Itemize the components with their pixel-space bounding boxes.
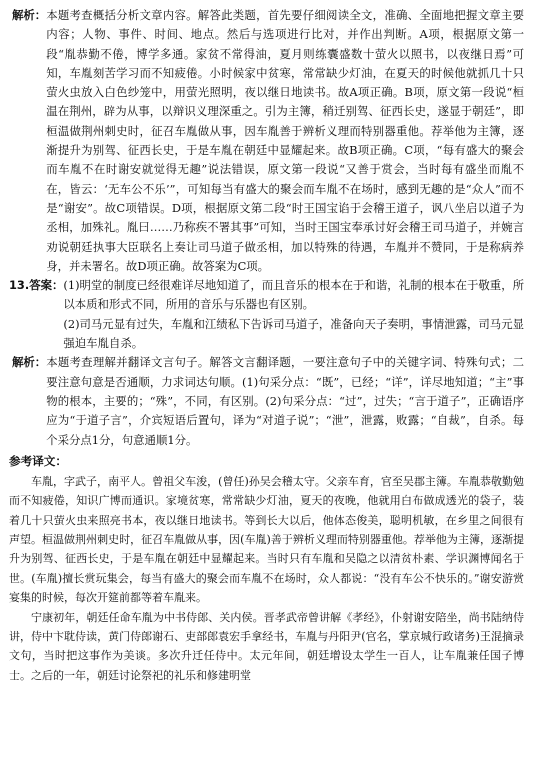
analysis-label: 解析：: [12, 8, 47, 22]
q12-analysis: [9, 6, 524, 276]
answer-label: 答案：: [29, 278, 64, 293]
answer-2: (2)司马元显有过失，车胤和江绩私下告诉司马道子，准备向天子奏明，事情泄露，司马元显强迫车胤自杀。: [63, 316, 524, 351]
q13-analysis-text: 本题考查理解并翻译文言句子。解答文言翻译题，一要注意句子中的关键字词、特殊句式；二要注意句意是否通顺，力求词达句顺。(1)句采分点：“既”，已经；“详”，详尽地知道；“主”事物的根本，主要的；“殊”，不同，有区别。(2)句采分点：“过”，过失；“言于道子”，正确语序应为“于道子言”，介宾短语后置句，译为“对道子说”；“泄”，泄露，败露；“自裁”，自杀。每个采分点1分，句意通顺1分。: [46, 355, 524, 447]
translation-heading: 参考译文：: [9, 453, 67, 468]
translation-paragraph: 宁康初年，朝廷任命车胤为中书侍郎、关内侯。晋孝武帝曾讲解《孝经》，仆射谢安陪坐，尚书陆纳侍讲，侍中卞耽侍读，黄门侍郎谢石、吏部郎袁宏手拿经书，车胤与丹阳尹(官名，掌京城行政诸务)王混摘录文句，当时把这事作为美谈。多次升迁任侍中。太元年间，朝廷增设太学生一百人，让车胤兼任国子博士。之后的一年，朝廷讨论祭祀的礼乐和修建明堂: [9, 610, 524, 682]
translation-paragraph: 车胤，字武子，南平人。曾祖父车浚，(曾任)孙吴会稽太守。父亲车育，官至吴郡主簿。车胤恭敬勤勉而不知疲倦，知识广博而通识。家境贫寒，常常缺少灯油，夏天的夜晚，他就用白布做成透光的袋子，装着几十只萤火虫来照亮书本，夜以继日地读书。等到长大以后，他体态俊美，聪明机敏，在乡里之间很有声望。桓温做荆州刺史时，征召车胤做从事，因(车胤)善于辨析义理而特别器重他。荐举他为主簿，逐渐提升为别驾、征西长史，于是车胤在朝廷中显耀起来。当时只有车胤和吴隐之以清贫朴素、学识渊博闻名于世。(车胤)擅长赏玩集会，每当有盛大的聚会而车胤不在场时，众人都说：“没有车公不快乐的。”谢安游赏宴集的时候，每次开筵前都等着车胤来。: [9, 474, 524, 605]
question-number: 13.: [9, 278, 30, 293]
answer-1: (1)明堂的制度已经很难详尽地知道了，而且音乐的根本在于和谐，礼制的根本在于敬重，所以本质和形式不同，所用的音乐与乐器也有区别。: [63, 278, 524, 312]
q13-analysis: [9, 353, 524, 449]
analysis-label: 解析：: [12, 355, 47, 370]
q12-analysis-text: 本题考查概括分析文章内容。解答此类题，首先要仔细阅读全文，准确、全面地把握文章主要内容；人物、事件、时间、地点。然后与选项进行比对，并作出判断。A项，根据原文第一段“胤恭勤不倦，博学多通。家贫不常得油，夏月则练囊盛数十萤火以照书，以夜继日焉”可知，车胤刻苦学习而不知疲倦。小时候家中贫寒，常常缺少灯油，在夏天的时候他就抓几十只萤火虫放入白色纱笼中，用萤光照明，夜以继日地读书。故A项正确。B项，原文第一段说“桓温在荆州，辟为从事，以辩识义理深重之。引为主簿，稍迁别驾、征西长史，遂显于朝廷”，即桓温做荆州刺史时，征召车胤做从事，因车胤善于辨析义理而特别器重他。荐举他为主簿，逐渐提升为别驾、征西长史，于是车胤在朝廷中显耀起来。故B项正确。C项，“每有盛大的聚会而车胤不在时谢安就觉得无趣”说法错误，原文第一段说“又善于赏会，当时每有盛坐而胤不在，皆云：‘无车公不乐’”，可知每当有盛大的聚会而车胤不在场时，感到无趣的是“众人”而不是“谢安”。故C项错误。D项，根据原文第二段“时王国宝谄于会稽王道子，讽八坐启以道子为丞相，加殊礼。胤曰……乃称疾不署其事”可知，当时王国宝奉承讨好会稽王司马道子，并婉言劝说朝廷执事大臣联名上奏让司马道子做丞相，加以特殊的待遇，车胤并不赞同，于是称病养身，并未署名。故D项正确。故答案为C项。: [46, 8, 524, 273]
q13-answer: [9, 276, 524, 353]
translation-body: [9, 472, 524, 685]
